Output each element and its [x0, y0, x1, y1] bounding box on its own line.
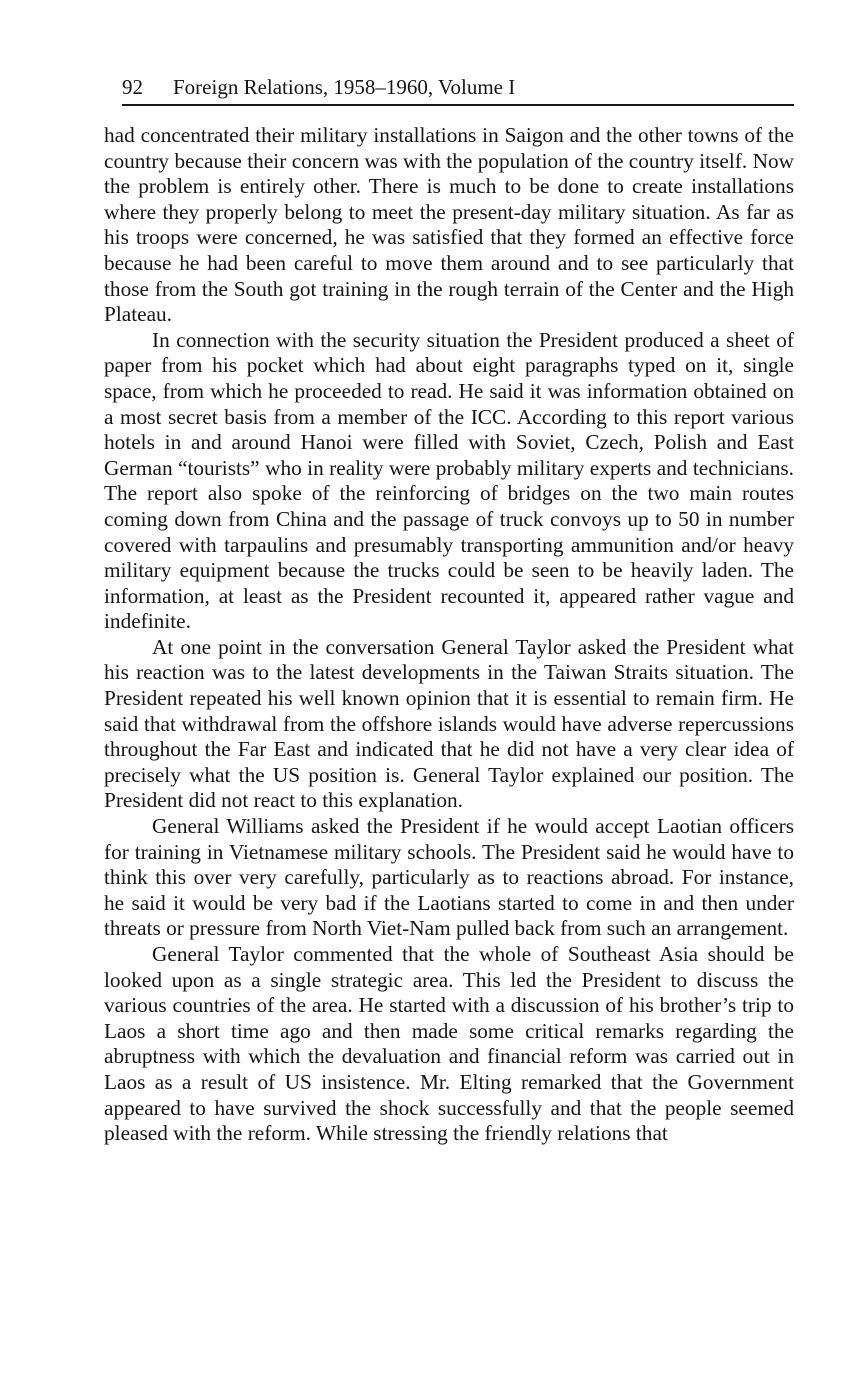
paragraph: In connection with the security situation the President produced a sheet of paper from his pocket which had about eight paragraphs typed on it, single space, from which he proceeded to read. He said it was information obtained on a most secret basis from a member of the ICC. According to this report various hotels in and around Hanoi were filled with Soviet, Czech, Polish and East German “tourists” who in reality were probably military experts and technicians. The report also spoke of the reinforcing of bridges on the two main routes coming down from China and the passage of truck convoys up to 50 in number covered with tarpaulins and presumably transporting ammunition and/or heavy military equipment because the trucks could be seen to be heavily laden. The information, at least as the President recounted it, appeared rather vague and indefinite. — [104, 327, 794, 634]
paragraph: General Taylor commented that the whole of Southeast Asia should be looked upon as a single strategic area. This led the President to discuss the various countries of the area. He started with a discussion of his brother’s trip to Laos a short time ago and then made some critical remarks regarding the abruptness with which the devaluation and financial reform was carried out in Laos as a result of US insistence. Mr. Elting remarked that the Government appeared to have survived the shock successfully and that the people seemed pleased with the reform. While stressing the friendly relations that — [104, 942, 794, 1146]
running-header — [122, 72, 794, 106]
page-number: 92 — [122, 75, 143, 99]
body-text — [104, 123, 794, 1147]
paragraph: General Williams asked the President if he would accept Laotian officers for training in Vietnamese military schools. The President said he would have to think this over very carefully, particularly as to reactions abroad. For instance, he said it would be very bad if the Laotians started to come in and then under threats or pressure from North Viet-Nam pulled back from such an arrangement. — [104, 814, 794, 941]
running-title: Foreign Relations, 1958–1960, Volume I — [173, 75, 516, 99]
paragraph-continued: had concentrated their military installations in Saigon and the other towns of the country because their concern was with the population of the country itself. Now the problem is entirely other. There is much to be done to create installations where they properly belong to meet the present-day military situation. As far as his troops were concerned, he was satisfied that they formed an effective force because he had been careful to move them around and to see particularly that those from the South got training in the rough terrain of the Center and the High Plateau. — [104, 123, 794, 327]
paragraph: At one point in the conversation General Taylor asked the President what his reaction was to the latest developments in the Taiwan Straits situation. The President repeated his well known opinion that it is essential to remain firm. He said that withdrawal from the offshore islands would have adverse repercussions throughout the Far East and indicated that he did not have a very clear idea of precisely what the US position is. General Taylor explained our position. The President did not react to this explanation. — [104, 634, 794, 813]
